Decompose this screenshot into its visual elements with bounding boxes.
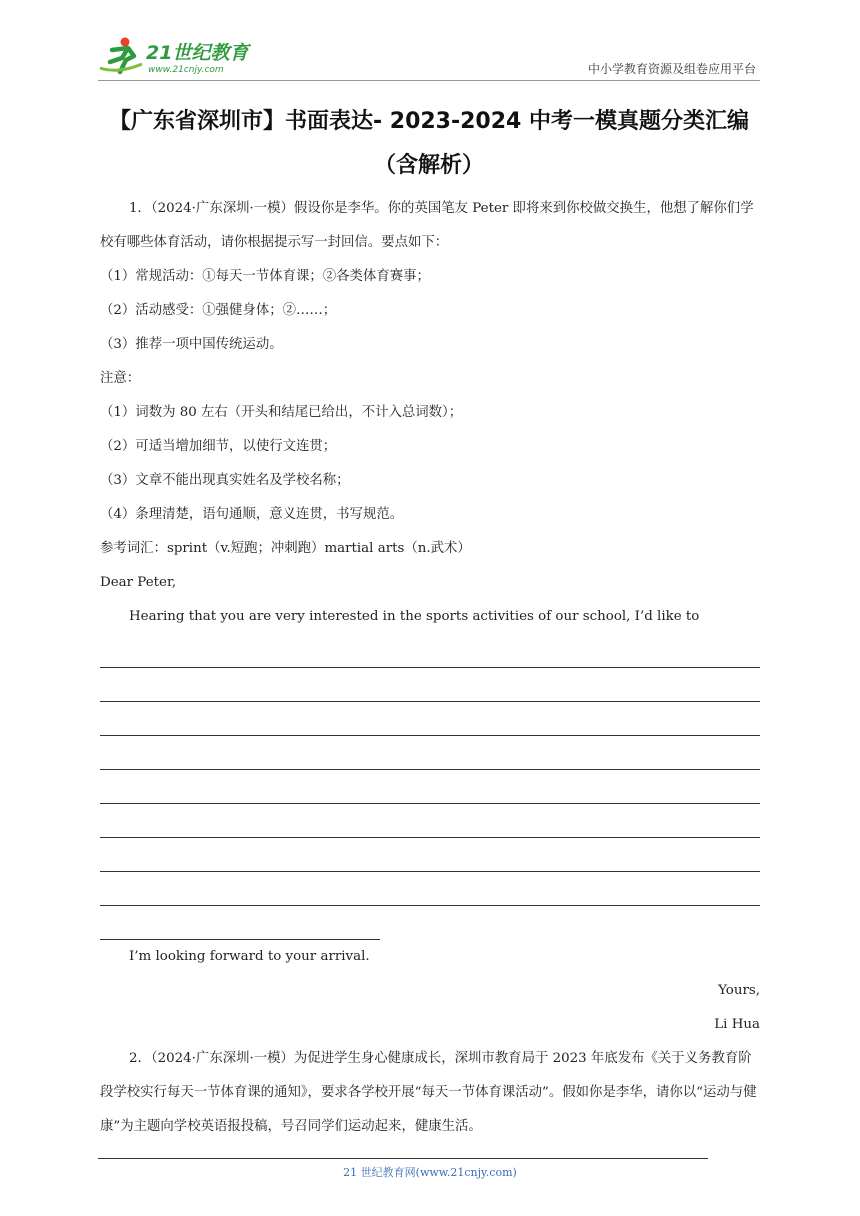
q1-point-2: （2）活动感受：①强健身体；②……；	[100, 303, 337, 318]
letter-signoff: Yours,	[718, 983, 760, 998]
answer-line	[100, 702, 760, 736]
question-content	[100, 192, 760, 1144]
runner-icon	[100, 38, 142, 73]
q1-note-4: （4）条理清楚，语句通顺，意义连贯，书写规范。	[100, 507, 404, 522]
footer-divider	[98, 1158, 708, 1159]
answer-line	[100, 634, 760, 668]
logo	[98, 34, 268, 76]
logo-main-text: 21世纪教育	[146, 42, 249, 64]
q1-point-3: （3）推荐一项中国传统运动。	[100, 337, 283, 352]
document-title: 【广东省深圳市】书面表达- 2023-2024 中考一模真题分类汇编（含解析）	[108, 109, 750, 178]
q1-note-1: （1）词数为 80 左右（开头和结尾已给出，不计入总词数）；	[100, 405, 463, 420]
letter-greeting: Dear Peter,	[100, 575, 177, 590]
q2-stem: 2．（2024·广东深圳·一模）为促进学生身心健康成长，深圳市教育局于 2023 年底发布《关于义务教育阶段学校实行每天一节体育课的通知》，要求各学校开展“每天一节体育课活动”。假如你是李华，请你以“运动与健康”为主题向学校英语报投稿，号召同学们运动起来，健康生活。	[100, 1051, 757, 1134]
answer-line	[100, 668, 760, 702]
platform-tagline: 中小学教育资源及组卷应用平台	[587, 62, 756, 76]
answer-line	[100, 736, 760, 770]
answer-line	[100, 872, 760, 906]
answer-line	[100, 838, 760, 872]
page-header	[98, 30, 760, 81]
q1-point-1: （1）常规活动：①每天一节体育课；②各类体育赛事；	[100, 269, 430, 284]
letter-opening: Hearing that you are very interested in the sports activities of our school, I’d like to	[129, 609, 700, 624]
q1-note-2: （2）可适当增加细节，以使行文连贯；	[100, 439, 337, 454]
q1-notes-label: 注意：	[100, 371, 141, 386]
q1-note-3: （3）文章不能出现真实姓名及学校名称；	[100, 473, 350, 488]
logo-sub-text: www.21cnjy.com	[148, 65, 224, 75]
letter-closing: I’m looking forward to your arrival.	[129, 949, 370, 964]
answer-line-short	[100, 906, 380, 940]
q1-stem: 1．（2024·广东深圳·一模）假设你是李华。你的英国笔友 Peter 即将来到你校做交换生，他想了解你们学校有哪些体育活动，请你根据提示写一封回信。要点如下：	[100, 201, 754, 250]
page-footer: 21 世纪教育网(www.21cnjy.com)	[343, 1166, 517, 1179]
q1-vocab: 参考词汇：sprint（v.短跑；冲刺跑）martial arts（n.武术）	[100, 541, 471, 556]
letter-signature: Li Hua	[714, 1017, 760, 1032]
answer-line	[100, 770, 760, 804]
answer-line	[100, 804, 760, 838]
